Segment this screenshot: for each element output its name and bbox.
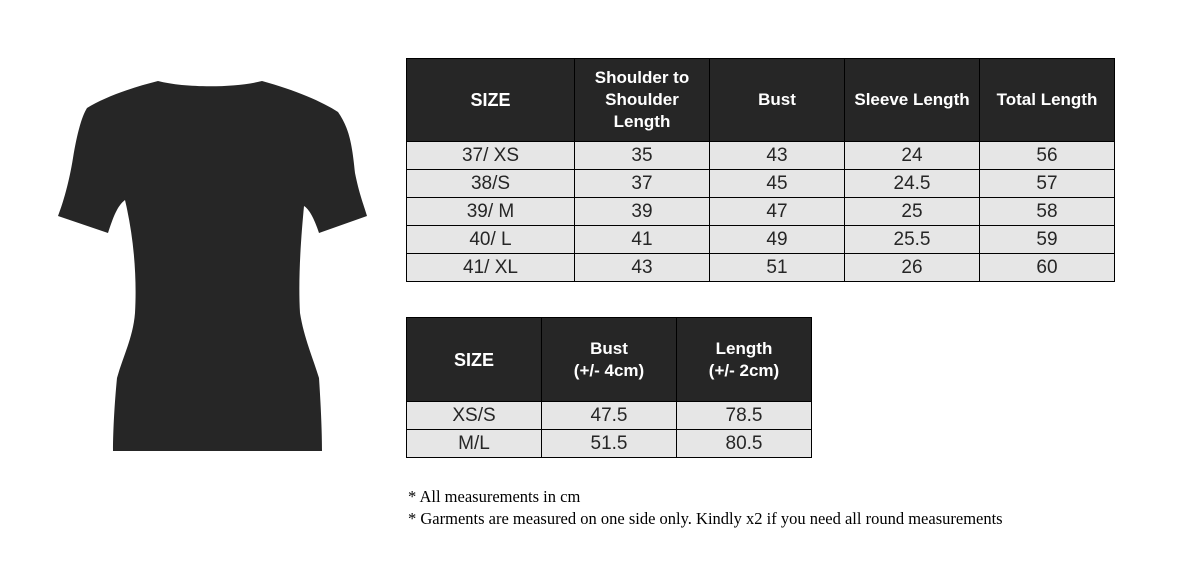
cell-size: 39/ M <box>407 198 575 226</box>
header-bust: Bust <box>710 59 845 142</box>
cell-size: 40/ L <box>407 226 575 254</box>
tshirt-silhouette-icon <box>55 78 370 454</box>
cell-sleeve: 24 <box>845 142 980 170</box>
header-length-label: Length <box>715 338 773 358</box>
cell-sleeve: 25 <box>845 198 980 226</box>
cell-total: 57 <box>980 170 1115 198</box>
cell-total: 56 <box>980 142 1115 170</box>
cell-length: 80.5 <box>677 430 812 458</box>
cell-bust: 47 <box>710 198 845 226</box>
measurement-notes <box>408 486 1003 530</box>
cell-shoulder: 41 <box>575 226 710 254</box>
table-row <box>407 402 812 430</box>
cell-size: 38/S <box>407 170 575 198</box>
fit-chart-header-row <box>407 318 812 402</box>
header-shoulder-length: Shoulder to Shoulder Length <box>575 59 710 142</box>
cell-sleeve: 25.5 <box>845 226 980 254</box>
cell-shoulder: 39 <box>575 198 710 226</box>
cell-bust: 51.5 <box>542 430 677 458</box>
size-chart-table <box>406 58 1115 282</box>
cell-shoulder: 43 <box>575 254 710 282</box>
cell-total: 58 <box>980 198 1115 226</box>
table-row <box>407 226 1115 254</box>
cell-shoulder: 37 <box>575 170 710 198</box>
cell-size: M/L <box>407 430 542 458</box>
table-row <box>407 142 1115 170</box>
cell-bust: 49 <box>710 226 845 254</box>
note-one-side: * Garments are measured on one side only. Kindly x2 if you need all round measurements <box>408 509 1003 528</box>
header-bust-tolerance: (+/- 4cm) <box>573 360 645 380</box>
table-row <box>407 170 1115 198</box>
cell-bust: 47.5 <box>542 402 677 430</box>
cell-size: 37/ XS <box>407 142 575 170</box>
cell-sleeve: 24.5 <box>845 170 980 198</box>
cell-bust: 45 <box>710 170 845 198</box>
fit-chart-table <box>406 317 812 458</box>
table-row <box>407 198 1115 226</box>
header-bust-label: Bust <box>590 338 628 358</box>
cell-shoulder: 35 <box>575 142 710 170</box>
table-row <box>407 430 812 458</box>
cell-size: XS/S <box>407 402 542 430</box>
header-bust <box>542 318 677 402</box>
cell-total: 59 <box>980 226 1115 254</box>
cell-bust: 43 <box>710 142 845 170</box>
header-length <box>677 318 812 402</box>
header-sleeve-length: Sleeve Length <box>845 59 980 142</box>
header-total-length: Total Length <box>980 59 1115 142</box>
cell-total: 60 <box>980 254 1115 282</box>
cell-length: 78.5 <box>677 402 812 430</box>
size-chart-header-row <box>407 59 1115 142</box>
header-size: SIZE <box>407 318 542 402</box>
note-units: * All measurements in cm <box>408 487 581 506</box>
cell-size: 41/ XL <box>407 254 575 282</box>
header-length-tolerance: (+/- 2cm) <box>708 360 780 380</box>
table-row <box>407 254 1115 282</box>
cell-bust: 51 <box>710 254 845 282</box>
header-size: SIZE <box>407 59 575 142</box>
cell-sleeve: 26 <box>845 254 980 282</box>
